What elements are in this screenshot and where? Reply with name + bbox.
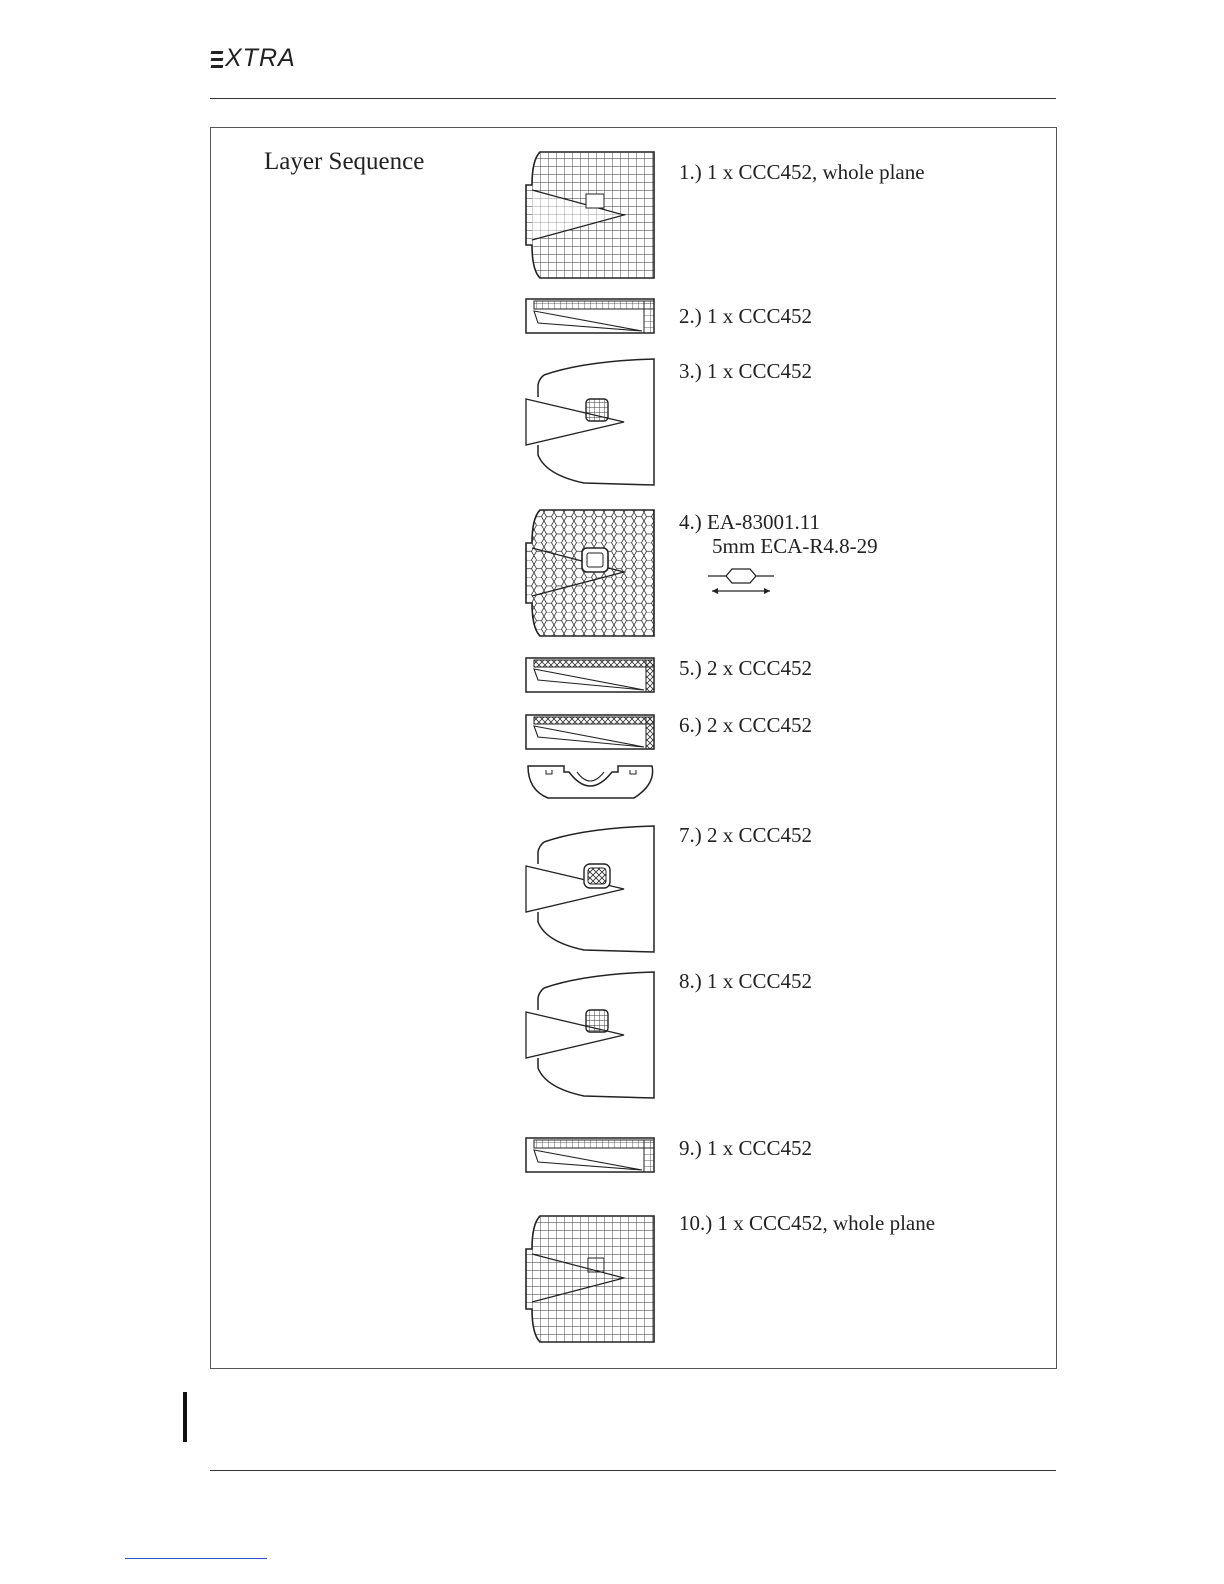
layer-2-drawing <box>524 297 658 337</box>
logo-e-mark <box>209 50 223 68</box>
logo-text: XTRA <box>225 44 296 72</box>
layer-3-label: 3.) 1 x CCC452 <box>679 359 813 383</box>
layer-7-drawing <box>524 824 658 954</box>
layer-8-drawing <box>524 970 658 1100</box>
layer-1-drawing <box>524 150 658 280</box>
layer-6-drawing <box>524 713 658 753</box>
layer-1-label: 1.) 1 x CCC452, whole plane <box>679 160 925 184</box>
layer-10-label: 10.) 1 x CCC452, whole plane <box>679 1211 936 1235</box>
extra-logo <box>209 44 296 73</box>
layer-5-drawing <box>524 656 658 696</box>
header-rule <box>210 98 1056 99</box>
layer-4-drawing <box>524 508 658 638</box>
layer-sequence-title: Layer Sequence <box>264 148 425 175</box>
layer-7-label: 7.) 2 x CCC452 <box>679 823 813 847</box>
change-bar <box>183 1392 187 1442</box>
layer-9-drawing <box>524 1136 658 1176</box>
layer-4-label: 4.) EA-83001.11 <box>679 510 820 534</box>
layer-6-section-drawing <box>524 760 658 804</box>
layer-10-drawing <box>524 1214 658 1344</box>
footer-rule <box>210 1470 1056 1471</box>
layer-2-label: 2.) 1 x CCC452 <box>679 304 813 328</box>
layer-8-label: 8.) 1 x CCC452 <box>679 969 813 993</box>
layer-5-label: 5.) 2 x CCC452 <box>679 656 813 680</box>
layer-6-label: 6.) 2 x CCC452 <box>679 713 813 737</box>
layer-3-drawing <box>524 357 658 487</box>
ribbon-direction-icon <box>706 566 776 596</box>
footer-link-underline[interactable] <box>125 1558 267 1559</box>
layer-4-sublabel: 5mm ECA-R4.8-29 <box>712 534 878 558</box>
layer-9-label: 9.) 1 x CCC452 <box>679 1136 813 1160</box>
